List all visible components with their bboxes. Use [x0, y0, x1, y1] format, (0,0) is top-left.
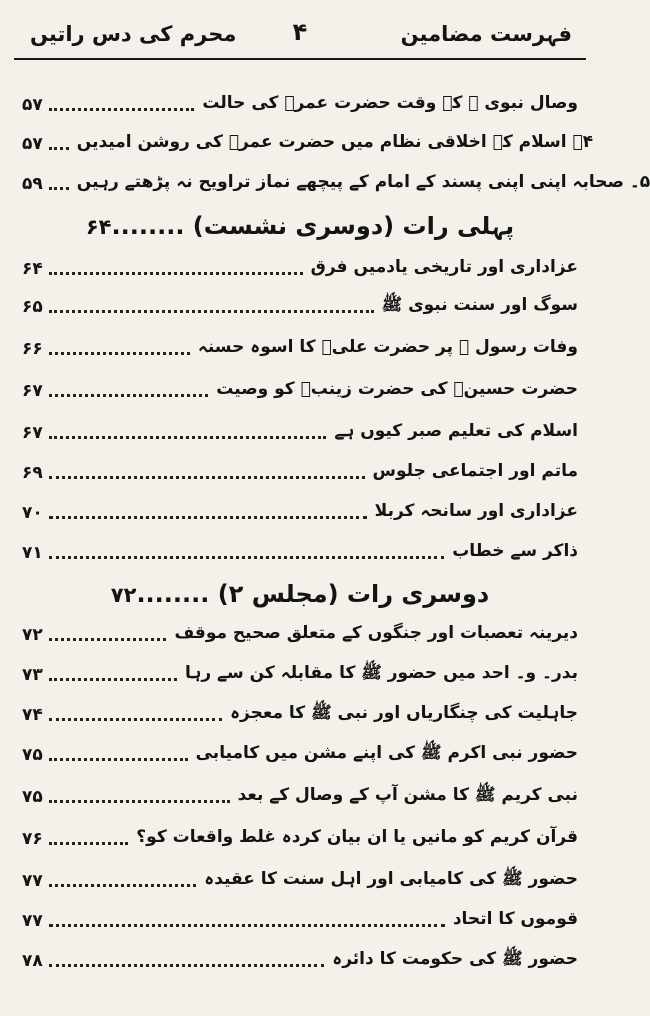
toc-dot-leader [49, 556, 444, 559]
toc-row [22, 736, 578, 766]
toc-row [22, 778, 578, 808]
toc-title: وصال نبوی ﷺ کے وقت حضرت عمرؓ کی حالت [202, 93, 578, 113]
toc-dot-leader [49, 924, 445, 927]
toc-title: ۵۔ صحابہ اپنی اپنی پسند کے امام کے پیچھے نماز تراویح نہ پڑھتے رہیں [76, 172, 650, 192]
toc-title: عزاداری اور سانحہ کربلا [374, 501, 578, 521]
toc-dot-leader [49, 718, 222, 721]
toc-page-number: ۷۷ [22, 911, 43, 931]
toc-page-number: ۷۵ [22, 745, 43, 765]
toc-dot-leader [49, 758, 188, 761]
toc-row [22, 125, 594, 155]
toc-page-number: ۷۶ [22, 829, 43, 849]
section-heading [0, 208, 600, 244]
toc-row [22, 372, 578, 402]
toc-row [22, 494, 578, 524]
toc-title: سوگ اور سنت نبوی ﷺ [381, 295, 578, 315]
header-book-title: محرم کی دس راتیں [30, 22, 237, 46]
toc-row [22, 902, 578, 932]
toc-dot-leader [49, 394, 209, 397]
toc-dot-leader [49, 187, 69, 190]
toc-dot-leader [49, 800, 230, 803]
toc-title: ماتم اور اجتماعی جلوس [372, 461, 578, 481]
toc-row [22, 656, 578, 686]
toc-title: بدر۔ و۔ احد میں حضور ﷺ کا مقابلہ کن سے رہا [184, 663, 578, 683]
toc-row [22, 616, 578, 646]
toc-dot-leader [49, 964, 325, 967]
toc-title: دیرینہ تعصبات اور جنگوں کے متعلق صحیح موقف [174, 623, 578, 643]
toc-title: قوموں کا اتحاد [452, 909, 578, 929]
toc-page-number: ۷۸ [22, 951, 43, 971]
toc-dot-leader [49, 678, 177, 681]
toc-page-number: ۵۷ [22, 134, 43, 154]
toc-page-number: ۷۰ [22, 503, 43, 523]
toc-page-number: ۷۲ [22, 625, 43, 645]
toc-row [22, 862, 578, 892]
section-heading [0, 576, 600, 612]
toc-dot-leader [49, 147, 69, 150]
toc-page-number: ۶۴ [22, 259, 43, 279]
toc-dot-leader [49, 884, 196, 887]
toc-row [22, 288, 578, 318]
toc-title: وفات رسول ﷺ پر حضرت علیؓ کا اسوہ حسنہ [197, 337, 578, 357]
toc-row [22, 696, 578, 726]
header-section-title: فہرست مضامین [400, 22, 572, 46]
toc-dot-leader [49, 476, 365, 479]
toc-row [22, 165, 650, 195]
toc-dot-leader [49, 310, 374, 313]
toc-row [22, 942, 578, 972]
toc-title: عزاداری اور تاریخی یادمیں فرق [310, 257, 578, 277]
toc-title: نبی کریم ﷺ کا مشن آپ کے وصال کے بعد [237, 785, 578, 805]
toc-page-number: ۶۵ [22, 297, 43, 317]
toc-page-number: ۵۷ [22, 95, 43, 115]
toc-title: حضور ﷺ کی کامیابی اور اہل سنت کا عقیدہ [204, 869, 578, 889]
section-heading-page: ۶۴ [85, 215, 112, 239]
toc-title: قرآن کریم کو مانیں یا ان بیان کردہ غلط واقعات کو؟ [136, 827, 578, 847]
header-page-number: ۴ [292, 18, 308, 46]
section-heading-title: پہلی رات (دوسری نشست) [192, 212, 515, 240]
toc-row [22, 250, 578, 280]
toc-page-number: ۷۷ [22, 871, 43, 891]
toc-page-number: ۷۴ [22, 705, 43, 725]
toc-dot-leader [49, 272, 303, 275]
toc-title: حضرت حسینؓ کی حضرت زینبؓ کو وصیت [216, 379, 578, 399]
toc-title: اسلام کی تعلیم صبر کیوں ہے [334, 421, 578, 441]
section-heading-dots: ........ [111, 212, 193, 240]
section-heading-title: دوسری رات (مجلس ۲) [217, 580, 490, 608]
toc-dot-leader [49, 638, 167, 641]
toc-page-number: ۶۷ [22, 423, 43, 443]
toc-row [22, 454, 578, 484]
toc-page-number: ۵۹ [22, 174, 43, 194]
toc-title: ذاکر سے خطاب [452, 541, 578, 561]
toc-page-number: ۶۶ [22, 339, 43, 359]
toc-row [22, 534, 578, 564]
toc-row [22, 820, 578, 850]
toc-dot-leader [49, 352, 190, 355]
toc-dot-leader [49, 436, 327, 439]
toc-page-number: ۶۹ [22, 463, 43, 483]
toc-title: حضور نبی اکرم ﷺ کی اپنے مشن میں کامیابی [195, 743, 578, 763]
toc-row [22, 414, 578, 444]
section-heading-dots: ........ [136, 580, 218, 608]
toc-dot-leader [49, 842, 129, 845]
toc-row [22, 330, 578, 360]
toc-page-number: ۷۵ [22, 787, 43, 807]
toc-page-number: ۷۱ [22, 543, 43, 563]
toc-row [22, 86, 578, 116]
toc-page-number: ۶۷ [22, 381, 43, 401]
toc-title: جاہلیت کی چنگاریاں اور نبی ﷺ کا معجزہ [230, 703, 578, 723]
toc-dot-leader [49, 516, 367, 519]
toc-title: ۴۔ اسلام کے اخلاقی نظام میں حضرت عمرؓ کی روشن امیدیں [76, 132, 594, 152]
toc-title: حضور ﷺ کی حکومت کا دائرہ [332, 949, 578, 969]
section-heading-page: ۷۲ [110, 583, 137, 607]
toc-page-number: ۷۳ [22, 665, 43, 685]
toc-dot-leader [49, 108, 195, 111]
